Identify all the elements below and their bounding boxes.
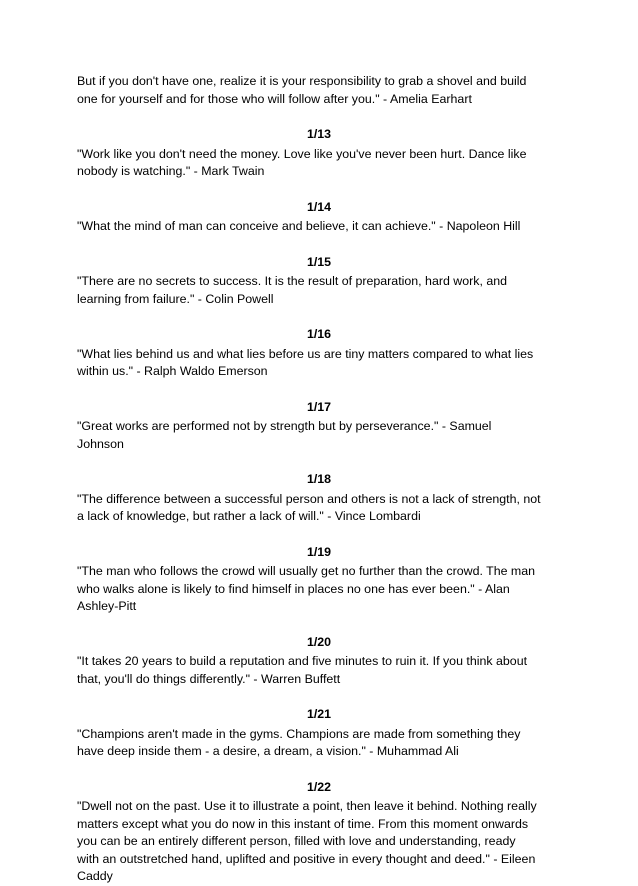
entry-quote: "There are no secrets to success. It is the result of preparation, hard work, and learning from failure." - Colin Powell [77,274,508,306]
entry-quote: "Work like you don't need the money. Love like you've never been hurt. Dance like nobody is watching." - Mark Twain [77,146,527,178]
entry-date: 1/22 [306,779,332,794]
entry-date: 1/21 [306,707,332,721]
entry-date: 1/20 [306,634,332,649]
quote-entry-1-22 [77,779,578,886]
quote-entry-1-15 [77,254,578,309]
entry-quote: "The difference between a successful person and others is not a lack of strength, not a lack of knowledge, but rather a lack of will." - Vince Lombardi [77,491,541,523]
entry-quote: "What lies behind us and what lies before us are tiny matters compared to what lies within us." - Ralph Waldo Emerson [77,346,534,378]
entry-date: 1/19 [306,544,332,559]
quote-entry-1-14 [77,199,578,236]
entry-quote: "Dwell not on the past. Use it to illustrate a point, then leave it behind. Nothing really matters except what you do now in this instant of time. From this moment onwards you can be an entirely different person, filled with love and understanding, ready with an outstretched hand, uplifted and positive in every thought and deed." - Eileen Caddy [77,799,537,883]
entry-quote: "It takes 20 years to build a reputation and five minutes to ruin it. If you think about that, you'll do things differently." - Warren Buffett [77,654,528,686]
quote-entry-1-17 [77,399,578,454]
entry-date: 1/13 [306,127,332,141]
entry-date: 1/16 [306,327,332,341]
entry-quote: "Champions aren't made in the gyms. Champions are made from something they have deep inside them - a desire, a dream, a vision." - Muhammad Ali [77,726,521,758]
entry-date: 1/15 [306,254,332,269]
entry-quote: "The man who follows the crowd will usually get no further than the crowd. The man who walks alone is likely to find himself in places no one has ever been." - Alan Ashley-Pitt [77,564,536,613]
quote-entry-1-16 [77,326,578,381]
intro-paragraph: But if you don't have one, realize it is your responsibility to grab a shovel and build one for yourself and for those who will follow after you." - Amelia Earhart [77,74,527,106]
entry-quote: "What the mind of man can conceive and believe, it can achieve." - Napoleon Hill [77,219,521,233]
quote-entry-1-18 [77,471,578,526]
entry-quote: "Great works are performed not by strength but by perseverance." - Samuel Johnson [77,419,492,451]
quote-entry-1-13 [77,126,578,181]
entry-date: 1/17 [306,399,332,414]
quote-entry-1-20 [77,634,578,689]
entry-date: 1/18 [306,472,332,486]
quote-entry-1-21 [77,706,578,761]
quote-entry-1-19 [77,544,578,616]
entry-date: 1/14 [306,199,332,214]
